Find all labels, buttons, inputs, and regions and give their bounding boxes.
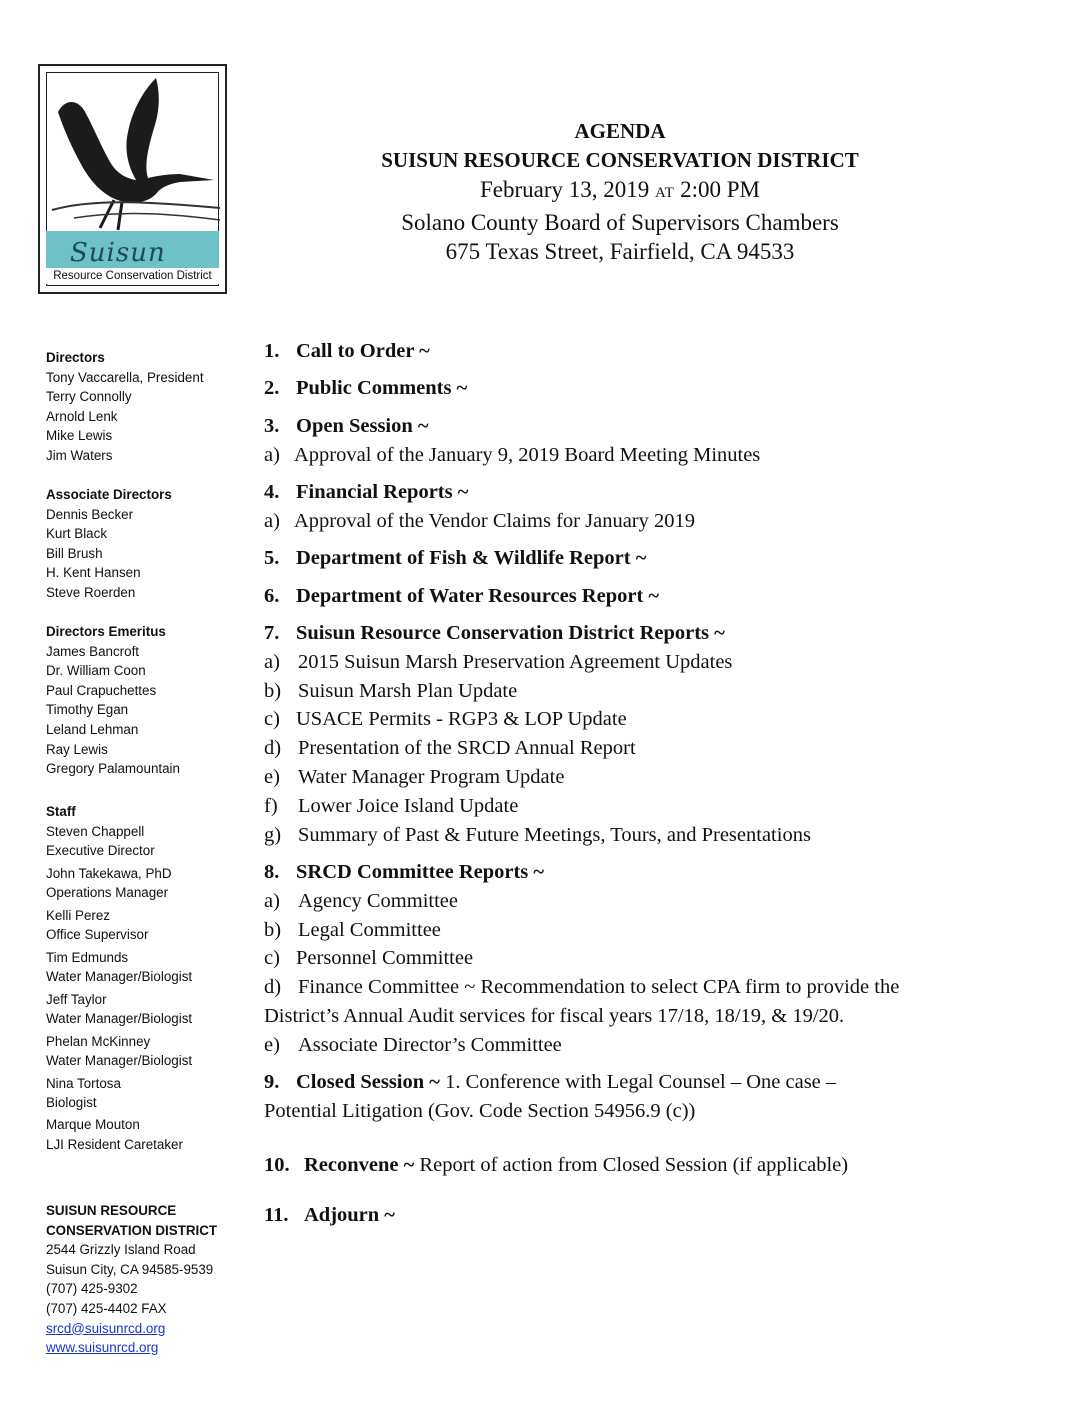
agenda-item-11 xyxy=(264,1203,395,1227)
associate-director-name: Steve Roerden xyxy=(46,584,136,600)
subitem-letter: e) xyxy=(264,1034,280,1056)
associate-directors-group xyxy=(46,485,246,603)
emeritus-name: James Bancroft xyxy=(46,643,140,659)
item-number: 2. xyxy=(264,377,280,399)
item-number: 6. xyxy=(264,585,280,607)
emeritus-name: Timothy Egan xyxy=(46,702,129,718)
subitem-text: Legal Committee xyxy=(298,919,441,941)
item-number: 11. xyxy=(264,1204,289,1226)
item-heading: Department of Fish & Wildlife Report ~ xyxy=(296,547,647,569)
logo-caption: Resource Conservation District xyxy=(46,268,219,284)
agenda-subitem-3a xyxy=(264,443,760,467)
agenda-subitem-7d xyxy=(264,736,636,760)
staff-role: Water Manager/Biologist xyxy=(46,1053,193,1069)
meeting-address: 675 Texas Street, Fairfield, CA 94533 xyxy=(445,239,795,264)
subitem-text: Presentation of the SRCD Annual Report xyxy=(298,737,636,759)
director-name: Mike Lewis xyxy=(46,428,113,444)
subitem-letter: f) xyxy=(264,795,278,817)
item-number: 1. xyxy=(264,340,280,362)
director-name: Terry Connolly xyxy=(46,389,132,405)
emeritus-name: Paul Crapuchettes xyxy=(46,682,157,698)
subitem-letter: e) xyxy=(264,766,280,788)
district-logo xyxy=(38,64,227,294)
associate-director-name: H. Kent Hansen xyxy=(46,565,141,581)
subitem-letter: b) xyxy=(264,919,282,941)
staff-name: John Takekawa, PhD xyxy=(46,865,172,881)
staff-role: LJI Resident Caretaker xyxy=(46,1137,183,1153)
subitem-text: Agency Committee xyxy=(298,890,458,912)
associate-director-name: Bill Brush xyxy=(46,545,103,561)
item-number: 3. xyxy=(264,415,280,437)
agenda-subitem-7a xyxy=(264,650,732,674)
item-text: Report of action from Closed Session (if applicable) xyxy=(414,1154,849,1176)
subitem-text: Personnel Committee xyxy=(296,947,474,969)
time-text: 2:00 PM xyxy=(674,177,760,202)
directors-emeritus-title: Directors Emeritus xyxy=(46,624,166,639)
email-link[interactable]: srcd@suisunrcd.org xyxy=(46,1320,166,1336)
associate-director-name: Kurt Black xyxy=(46,526,108,542)
associate-director-name: Dennis Becker xyxy=(46,506,134,522)
subitem-letter: a) xyxy=(264,651,280,673)
agenda-item-5 xyxy=(264,546,646,570)
agenda-item-2 xyxy=(264,376,467,400)
office-address-line2: Suisun City, CA 94585-9539 xyxy=(46,1261,214,1277)
subitem-text: Water Manager Program Update xyxy=(298,766,565,788)
agenda-subitem-7g xyxy=(264,823,811,847)
contact-block xyxy=(46,1201,246,1358)
emeritus-name: Gregory Palamountain xyxy=(46,761,180,777)
subitem-letter: d) xyxy=(264,976,282,998)
document-header xyxy=(320,117,920,266)
date-at: AT xyxy=(655,185,675,201)
emeritus-name: Leland Lehman xyxy=(46,721,139,737)
subitem-letter: a) xyxy=(264,890,280,912)
emeritus-name: Ray Lewis xyxy=(46,741,108,757)
item-heading: Department of Water Resources Report ~ xyxy=(296,585,660,607)
office-name-line1: SUISUN RESOURCE xyxy=(46,1203,177,1218)
directors-title: Directors xyxy=(46,350,105,365)
agenda-subitem-7c xyxy=(264,707,627,731)
agenda-item-3 xyxy=(264,414,429,438)
agenda-subitem-7e xyxy=(264,765,564,789)
staff-role: Water Manager/Biologist xyxy=(46,969,193,985)
subitem-letter: a) xyxy=(264,444,280,466)
agenda-item-9 xyxy=(264,1070,836,1094)
agenda-item-1 xyxy=(264,339,430,363)
staff-role: Operations Manager xyxy=(46,885,169,901)
staff-name: Nina Tortosa xyxy=(46,1075,121,1091)
subitem-text: Approval of the January 9, 2019 Board Meeting Minutes xyxy=(294,444,761,466)
agenda-subitem-8b xyxy=(264,918,441,942)
staff-name: Kelli Perez xyxy=(46,907,111,923)
meeting-date xyxy=(320,175,920,208)
director-name: Arnold Lenk xyxy=(46,408,118,424)
item-number: 7. xyxy=(264,622,280,644)
subitem-text: Lower Joice Island Update xyxy=(298,795,519,817)
subitem-letter: b) xyxy=(264,680,282,702)
subitem-text: Finance Committee ~ Recommendation to select CPA firm to provide the xyxy=(298,976,900,998)
staff-name: Tim Edmunds xyxy=(46,949,129,965)
agenda-subitem-7b xyxy=(264,679,517,703)
subitem-text: Approval of the Vendor Claims for January 2019 xyxy=(294,510,696,532)
staff-role: Office Supervisor xyxy=(46,927,149,943)
agenda-subitem-8a xyxy=(264,889,458,913)
item-heading: Adjourn ~ xyxy=(304,1204,395,1226)
heron-icon xyxy=(44,70,224,235)
staff-name: Phelan McKinney xyxy=(46,1033,151,1049)
item-heading: Public Comments ~ xyxy=(296,377,468,399)
subitem-text: Summary of Past & Future Meetings, Tours, and Presentations xyxy=(298,824,811,846)
agenda-item-7 xyxy=(264,621,725,645)
date-text: February 13, 2019 xyxy=(479,177,656,202)
subitem-text: USACE Permits - RGP3 & LOP Update xyxy=(296,708,627,730)
item-heading: SRCD Committee Reports ~ xyxy=(296,861,545,883)
agenda-item-10 xyxy=(264,1153,848,1177)
item-heading: Financial Reports ~ xyxy=(296,481,469,503)
director-name: Jim Waters xyxy=(46,447,113,463)
agenda-subitem-8c xyxy=(264,946,473,970)
item-heading: Open Session ~ xyxy=(296,415,429,437)
office-phone: (707) 425-9302 xyxy=(46,1281,138,1297)
staff-role: Water Manager/Biologist xyxy=(46,1011,193,1027)
staff-name: Jeff Taylor xyxy=(46,991,107,1007)
agenda-item-8 xyxy=(264,860,544,884)
associate-directors-title: Associate Directors xyxy=(46,487,172,502)
item-text: 1. Conference with Legal Counsel – One case – xyxy=(439,1071,837,1093)
organization-name: SUISUN RESOURCE CONSERVATION DISTRICT xyxy=(381,148,859,172)
directors-group xyxy=(46,348,246,466)
item-heading: Suisun Resource Conservation District Reports ~ xyxy=(296,622,725,644)
agenda-subitem-8d xyxy=(264,975,899,999)
staff-group xyxy=(46,802,246,1157)
staff-name: Marque Mouton xyxy=(46,1117,140,1133)
agenda-item-6 xyxy=(264,584,659,608)
item-number: 8. xyxy=(264,861,280,883)
agenda-item-9-continued: Potential Litigation (Gov. Code Section 54956.9 (c)) xyxy=(264,1100,696,1122)
agenda-subitem-7f xyxy=(264,794,518,818)
subitem-text: Suisun Marsh Plan Update xyxy=(298,680,518,702)
subitem-text: Associate Director’s Committee xyxy=(298,1034,562,1056)
item-heading: Call to Order ~ xyxy=(296,340,430,362)
subitem-letter: c) xyxy=(264,708,280,730)
staff-role: Executive Director xyxy=(46,843,155,859)
item-number: 9. xyxy=(264,1071,280,1093)
agenda-title: AGENDA xyxy=(574,119,666,143)
subitem-letter: c) xyxy=(264,947,280,969)
staff-name: Steven Chappell xyxy=(46,823,145,839)
logo-script-text: Suisun xyxy=(70,238,166,268)
item-number: 4. xyxy=(264,481,280,503)
directors-emeritus-group xyxy=(46,622,246,779)
agenda-subitem-8e xyxy=(264,1033,562,1057)
item-number: 5. xyxy=(264,547,280,569)
agenda-subitem-8d-continued: District’s Annual Audit services for fiscal years 17/18, 18/19, & 19/20. xyxy=(264,1005,845,1027)
meeting-venue: Solano County Board of Supervisors Chambers xyxy=(401,210,839,235)
agenda-item-4 xyxy=(264,480,468,504)
office-fax: (707) 425-4402 FAX xyxy=(46,1300,167,1316)
website-link[interactable]: www.suisunrcd.org xyxy=(46,1340,159,1356)
staff-title: Staff xyxy=(46,804,76,819)
emeritus-name: Dr. William Coon xyxy=(46,663,146,679)
item-heading: Reconvene ~ xyxy=(304,1154,415,1176)
office-name-line2: CONSERVATION DISTRICT xyxy=(46,1222,218,1238)
item-number: 10. xyxy=(264,1154,290,1176)
subitem-letter: a) xyxy=(264,510,280,532)
director-name: Tony Vaccarella, President xyxy=(46,369,204,385)
subitem-letter: g) xyxy=(264,824,282,846)
office-address-line1: 2544 Grizzly Island Road xyxy=(46,1242,196,1258)
subitem-text: 2015 Suisun Marsh Preservation Agreement Updates xyxy=(298,651,733,673)
subitem-letter: d) xyxy=(264,737,282,759)
item-heading: Closed Session ~ xyxy=(296,1071,440,1093)
agenda-subitem-4a xyxy=(264,509,695,533)
staff-role: Biologist xyxy=(46,1095,97,1111)
